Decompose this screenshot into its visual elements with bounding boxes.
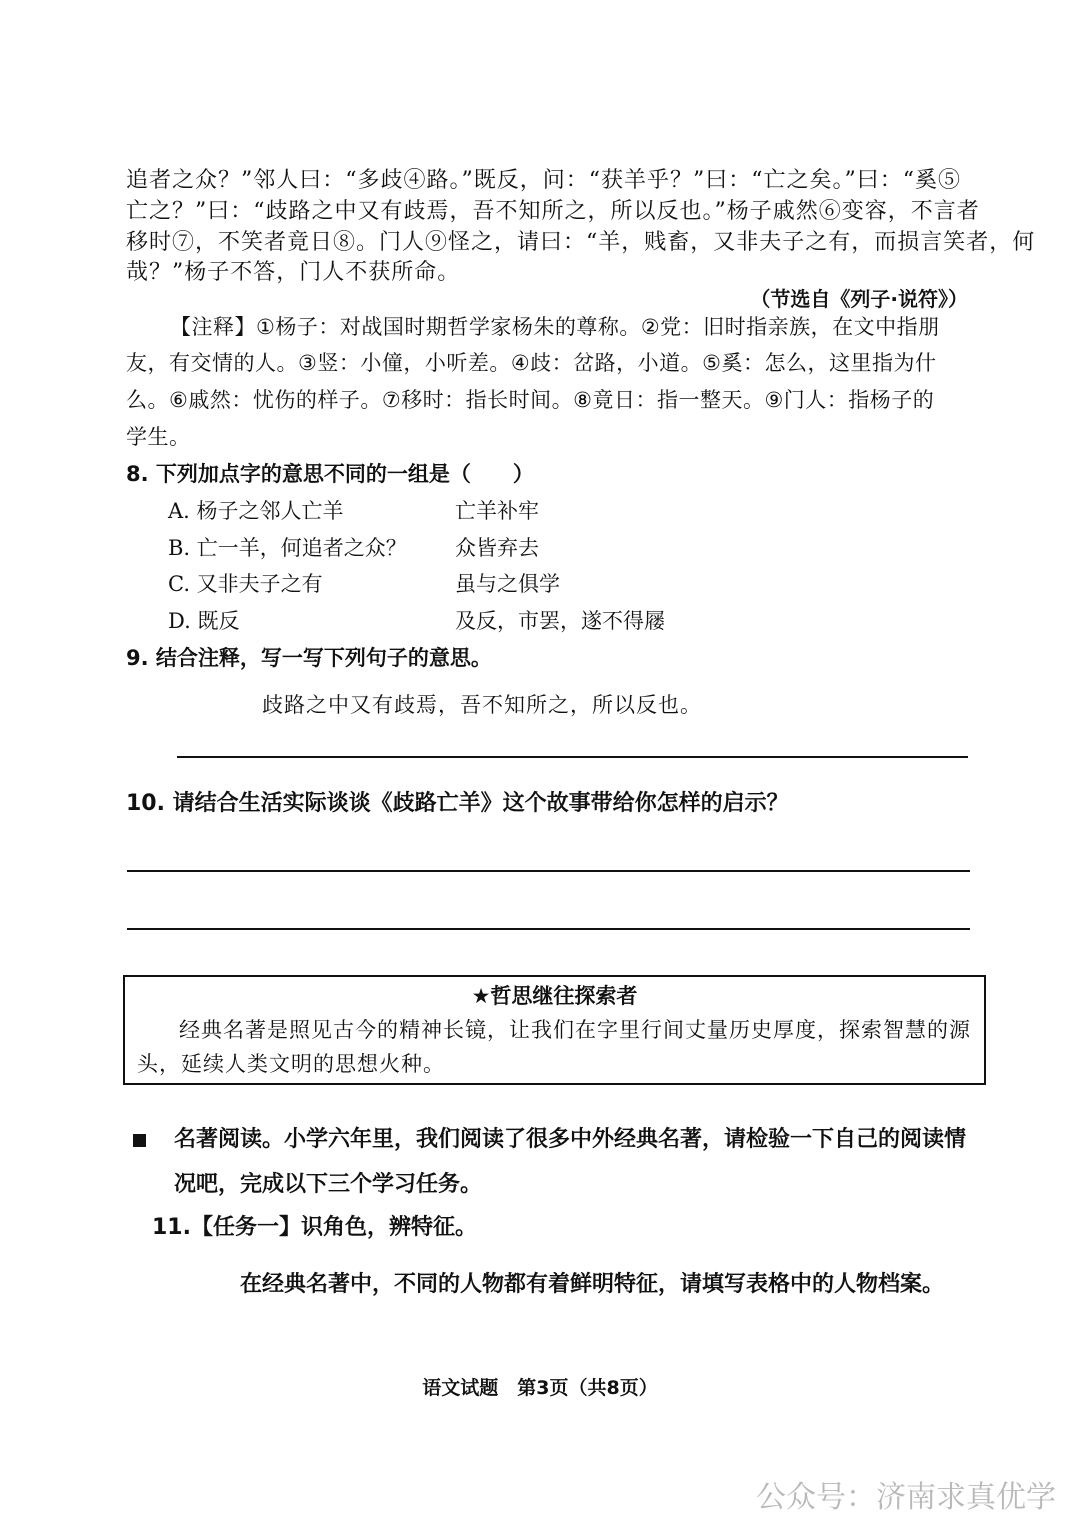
q10-answer-line-1[interactable]: [127, 870, 970, 872]
notes-line-1: 【注释】①杨子：对战国时期哲学家杨朱的尊称。②党：旧时指亲族，在文中指朋: [170, 315, 940, 339]
q8-option-c-right: 虽与之俱学: [455, 572, 560, 596]
q8-option-b-right: 众皆弃去: [455, 536, 539, 560]
page-footer: 语文试题 第3页（共8页）: [422, 1377, 658, 1399]
passage-source: （节选自《列子·说符》）: [750, 287, 968, 311]
q8-option-b-left: B. 亡一羊，何追者之众？: [168, 536, 407, 560]
q8-option-a-right: 亡羊补牢: [455, 499, 539, 523]
q9-answer-line[interactable]: [177, 756, 968, 758]
q11-description: 在经典名著中，不同的人物都有着鲜明特征，请填写表格中的人物档案。: [240, 1272, 945, 1297]
explorer-box: [123, 975, 986, 1085]
q8-option-d-right: 及反，市罢，遂不得屦: [455, 609, 665, 633]
explorer-box-line-2: 头，延续人类文明的思想火种。: [137, 1052, 445, 1076]
notes-line-4: 学生。: [126, 425, 191, 449]
q8-option-d-left: D. 既反: [168, 609, 240, 633]
notes-line-2: 友，有交情的人。③竖：小僮，小听差。④歧：岔路，小道。⑤奚：怎么，这里指为什: [126, 351, 937, 375]
notes-line-3: 么。⑥戚然：忧伤的样子。⑦移时：指长时间。⑧竟日：指一整天。⑨门人：指杨子的: [126, 388, 935, 412]
passage-line-1: 追者之众？”邻人曰：“多歧④路。”既反，问：“获羊乎？”曰：“亡之矣。”曰：“奚⑤: [126, 168, 961, 193]
watermark: 公众号：济南求真优学: [756, 1480, 1056, 1515]
passage-line-2: 亡之？”曰：“歧路之中又有歧焉，吾不知所之，所以反也。”杨子戚然⑥变容，不言者: [126, 199, 980, 224]
q10-answer-line-2[interactable]: [127, 928, 970, 930]
q8-option-a-left: A. 杨子之邻人亡羊: [168, 499, 344, 523]
q9-stem: 9. 结合注释，写一写下列句子的意思。: [126, 646, 492, 670]
q11-stem: 11.【任务一】识角色，辨特征。: [152, 1215, 477, 1240]
section-bullet-icon: [133, 1134, 146, 1147]
reading-intro-line-2: 况吧，完成以下三个学习任务。: [174, 1172, 483, 1197]
q9-sentence: 歧路之中又有歧焉，吾不知所之，所以反也。: [262, 693, 702, 717]
passage-line-4: 哉？”杨子不答，门人不获所命。: [126, 260, 461, 285]
explorer-box-line-1: 经典名著是照见古今的精神长镜，让我们在字里行间丈量历史厚度，探索智慧的源: [179, 1018, 971, 1042]
q8-stem: 8. 下列加点字的意思不同的一组是（ ）: [126, 462, 534, 486]
q10-stem: 10. 请结合生活实际谈谈《歧路亡羊》这个故事带给你怎样的启示？: [126, 791, 789, 816]
reading-intro-line-1: 名著阅读。小学六年里，我们阅读了很多中外经典名著，请检验一下自己的阅读情: [174, 1127, 967, 1152]
q8-option-c-left: C. 又非夫子之有: [168, 572, 323, 596]
passage-line-3: 移时⑦，不笑者竟日⑧。门人⑨怪之，请曰：“羊，贱畜，又非夫子之有，而损言笑者，何: [126, 230, 1036, 255]
explorer-box-title: ★哲思继往探索者: [471, 984, 638, 1008]
